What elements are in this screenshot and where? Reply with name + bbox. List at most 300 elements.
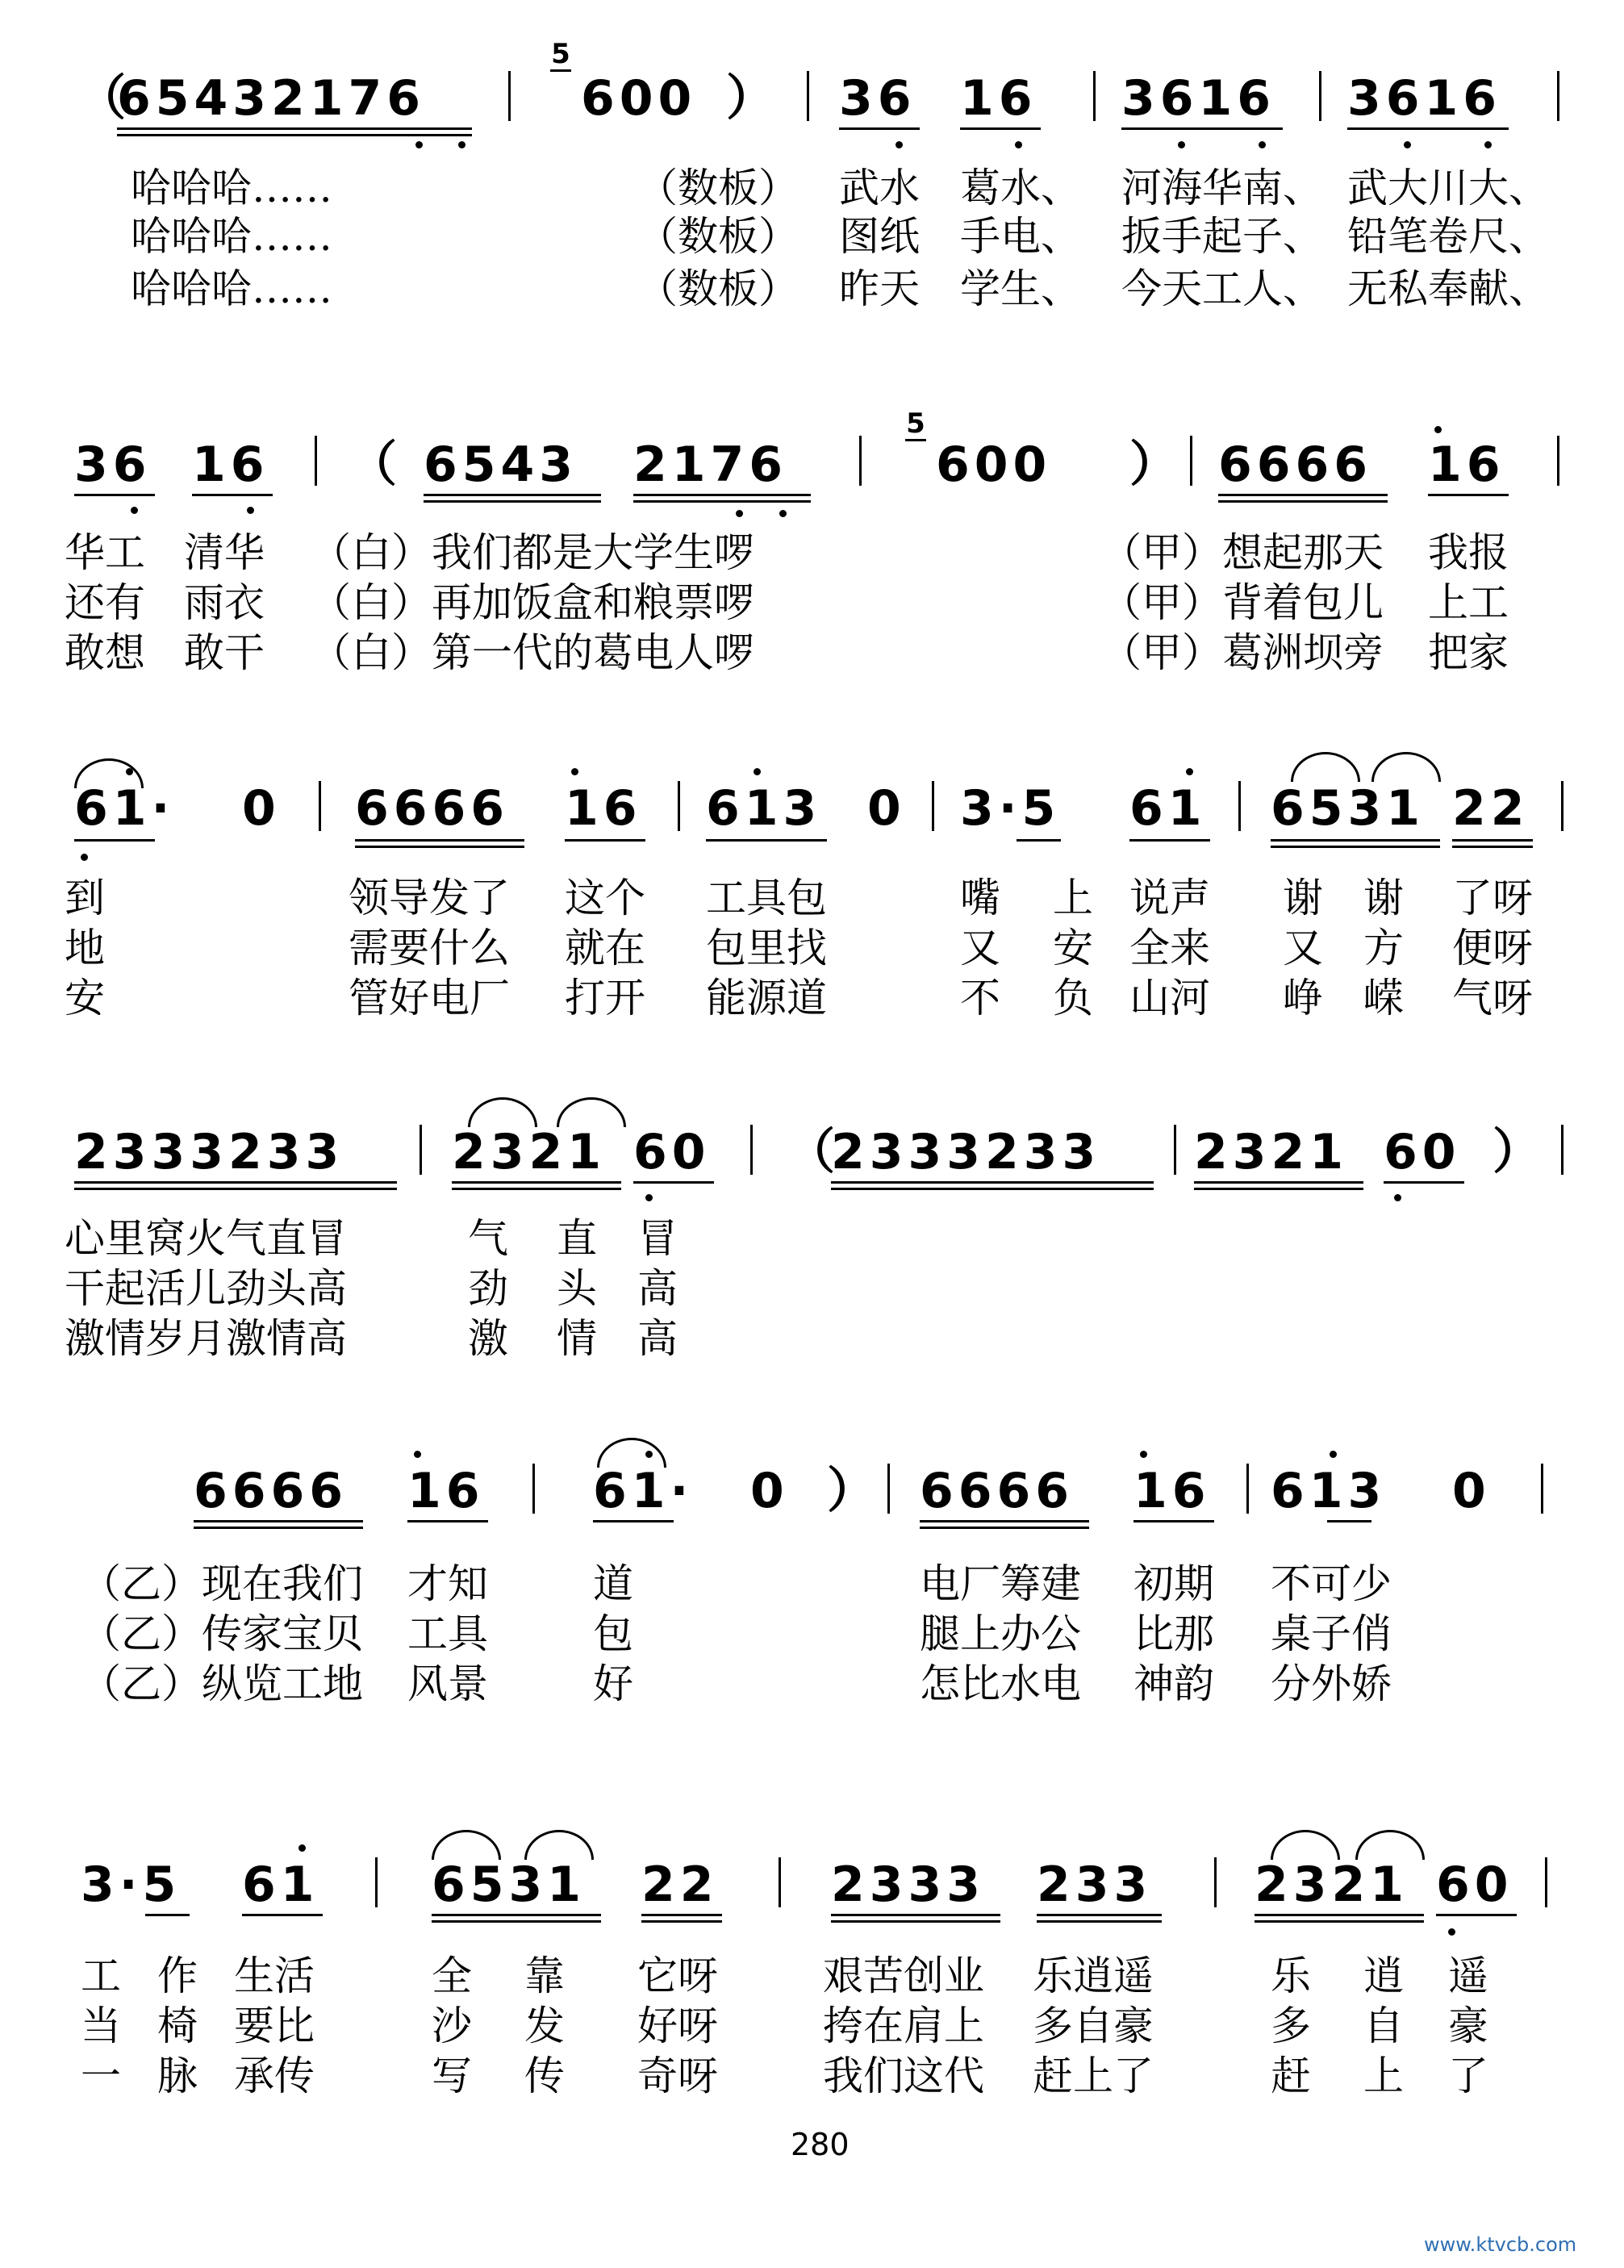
lyric: 它呀	[637, 1953, 718, 1999]
notation-group: 6666	[1218, 436, 1372, 493]
lyric: 武水	[839, 165, 920, 211]
lyric: 一	[81, 2053, 121, 2099]
lyric: 怎比水电	[920, 1660, 1081, 1707]
high-octave-dot	[1186, 768, 1193, 775]
lyric: 方	[1363, 925, 1404, 971]
slur	[1371, 752, 1441, 782]
slur	[1271, 1830, 1340, 1860]
notation-group: 613	[706, 780, 822, 837]
notation-group: 6531	[432, 1857, 586, 1913]
lyric: 多	[1271, 2003, 1311, 2049]
lyric: 我报	[1428, 529, 1509, 576]
notation-group: 0	[867, 780, 906, 837]
notation-group: 3·5	[81, 1857, 182, 1913]
high-octave-dot	[1330, 1451, 1337, 1458]
notation-group: 36	[839, 70, 916, 127]
slur	[1355, 1830, 1425, 1860]
barline	[315, 436, 317, 486]
barline	[1174, 1125, 1176, 1175]
barline	[1557, 71, 1559, 121]
notation-group: 2333233	[74, 1124, 344, 1180]
barline	[1190, 436, 1192, 486]
underline	[633, 500, 811, 503]
lyric: 把家	[1428, 629, 1509, 676]
barline	[1246, 1464, 1249, 1514]
lyric: （白）我们都是大学生啰	[311, 529, 754, 576]
low-octave-dot	[1404, 141, 1411, 148]
underline	[194, 1527, 363, 1529]
notation-group: 16	[565, 780, 642, 837]
notation-group: 2321	[452, 1124, 606, 1180]
barline	[508, 71, 511, 121]
notation-paren-open: （	[349, 436, 402, 493]
lyric: 直	[557, 1215, 597, 1262]
lyric: 上工	[1428, 579, 1509, 626]
lyric: 好呀	[637, 2003, 718, 2049]
lyric: 气	[468, 1215, 508, 1262]
underline	[1271, 846, 1440, 848]
barline	[1319, 71, 1321, 121]
lyric: 电厂筹建	[920, 1560, 1081, 1607]
lyric: （甲）葛洲坝旁	[1101, 629, 1384, 676]
lyric: （白）再加饭盒和粮票啰	[311, 579, 754, 626]
low-octave-dot	[415, 141, 423, 148]
lyric: 冒	[637, 1215, 678, 1262]
underline	[1255, 1920, 1424, 1923]
notation-group: 16	[407, 1463, 485, 1519]
underline	[74, 1181, 397, 1184]
lyric: 全来	[1129, 925, 1210, 971]
lyric: 河海华南、	[1121, 165, 1323, 211]
notation-paren-open: （	[787, 1124, 840, 1180]
underline	[1436, 1914, 1517, 1916]
lyric: 挎在肩上	[823, 2003, 984, 2049]
notation-group: 16	[1133, 1463, 1211, 1519]
lyric: 包	[593, 1610, 633, 1657]
lyric: 又	[960, 925, 1000, 971]
underline	[74, 1188, 397, 1190]
lyric: 神韵	[1133, 1660, 1214, 1707]
notation-group: 65432176	[117, 70, 425, 127]
lyric: 逍	[1363, 1953, 1404, 1999]
low-octave-dot	[81, 854, 88, 861]
lyric: 到	[65, 875, 105, 921]
lyric: 铅笔卷尺、	[1347, 213, 1549, 260]
underline	[1017, 839, 1061, 842]
lyric: 道	[593, 1560, 633, 1607]
lyric: 豪	[1448, 2003, 1488, 2049]
lyric: （乙）传家宝贝	[81, 1610, 363, 1657]
lyric: （数板）	[637, 165, 799, 211]
underline	[117, 134, 472, 136]
barline	[1214, 1857, 1217, 1907]
underline	[424, 494, 601, 496]
underline	[1194, 1188, 1363, 1190]
lyric: 学生、	[960, 265, 1081, 312]
high-octave-dot	[571, 768, 578, 775]
lyric: 哈哈哈……	[131, 165, 332, 211]
notation-group: 61·	[74, 780, 175, 837]
underline	[1121, 127, 1283, 130]
underline	[960, 127, 1041, 130]
underline	[1218, 500, 1388, 503]
lyric: 风景	[407, 1660, 488, 1707]
barline	[807, 71, 809, 121]
lyric: 嘴	[960, 875, 1000, 921]
underline	[194, 1520, 363, 1522]
notation-group: 6666	[194, 1463, 348, 1519]
underline	[242, 1914, 323, 1916]
notation-group: 6543	[424, 436, 578, 493]
barline	[887, 1464, 890, 1514]
notation-group: 600	[936, 436, 1052, 493]
slur	[468, 1097, 537, 1127]
underline	[192, 494, 273, 496]
lyric: 才知	[407, 1560, 488, 1607]
lyric: 便呀	[1452, 925, 1533, 971]
lyric: 多自豪	[1033, 2003, 1154, 2049]
lyric: 不可少	[1271, 1560, 1392, 1607]
slur	[557, 1097, 626, 1127]
lyric: 手电、	[960, 213, 1081, 260]
barline	[532, 1464, 535, 1514]
underline	[74, 839, 155, 842]
low-octave-dot	[458, 141, 465, 148]
underline	[355, 846, 524, 848]
barline	[859, 436, 862, 486]
underline	[1452, 846, 1533, 848]
lyric: （数板）	[637, 213, 799, 260]
lyric: 自	[1363, 2003, 1404, 2049]
underline	[839, 127, 920, 130]
lyric: 赶	[1271, 2053, 1311, 2099]
barline	[1545, 1857, 1547, 1907]
underline	[1255, 1914, 1424, 1916]
notation-group: 16	[1428, 436, 1505, 493]
lyric: 峥	[1283, 975, 1323, 1021]
notation-group: 61	[242, 1857, 319, 1913]
underline	[1218, 494, 1388, 496]
lyric: 哈哈哈……	[131, 213, 332, 260]
notation-group: 6666	[355, 780, 509, 837]
lyric: （甲）背着包儿	[1101, 579, 1384, 626]
notation-group: 16	[192, 436, 269, 493]
underline	[706, 839, 827, 842]
lyric: 赶上了	[1033, 2053, 1154, 2099]
lyric: 还有	[65, 579, 145, 626]
notation-group: 60	[633, 1124, 711, 1180]
lyric: 激情岁月激情高	[65, 1315, 347, 1362]
low-octave-dot	[1448, 1928, 1455, 1936]
lyric: 脉	[157, 2053, 198, 2099]
notation-group: 6531	[1271, 780, 1425, 837]
lyric: 工	[81, 1953, 121, 1999]
low-octave-dot	[131, 507, 138, 514]
underline	[1428, 494, 1509, 496]
underline	[117, 127, 472, 130]
lyric: 承传	[234, 2053, 315, 2099]
lyric: 武大川大、	[1347, 165, 1549, 211]
underline	[593, 1520, 674, 1522]
barline	[319, 781, 321, 831]
notation-group: 0	[242, 780, 281, 837]
lyric: 情	[557, 1315, 597, 1362]
lyric: 安	[1053, 925, 1093, 971]
notation-group: 60	[1384, 1124, 1461, 1180]
lyric: 比那	[1133, 1610, 1214, 1657]
time-signature-top: 5	[551, 38, 570, 70]
lyric: 乐	[1271, 1953, 1311, 1999]
lyric: 工具	[407, 1610, 488, 1657]
high-octave-dot	[414, 1451, 421, 1458]
lyric: 初期	[1133, 1560, 1214, 1607]
notation-group: 233	[1037, 1857, 1153, 1913]
underline	[641, 1920, 722, 1923]
lyric: 需要什么	[349, 925, 510, 971]
lyric: 谢	[1283, 875, 1323, 921]
underline	[831, 1181, 1154, 1184]
underline	[432, 1914, 601, 1916]
lyric: 好	[593, 1660, 633, 1707]
underline	[432, 1920, 601, 1923]
lyric: 传	[524, 2053, 565, 2099]
lyric: 乐逍遥	[1033, 1953, 1154, 1999]
underline	[633, 494, 811, 496]
underline	[1452, 839, 1533, 842]
underline	[1133, 1520, 1214, 1522]
notation-paren-close: ）	[827, 1463, 880, 1519]
lyric: 了	[1448, 2053, 1488, 2099]
lyric: 气呀	[1452, 975, 1533, 1021]
underline	[1327, 1520, 1371, 1522]
lyric: 能源道	[706, 975, 827, 1021]
watermark-url[interactable]: www.ktvcb.com	[1424, 2233, 1577, 2256]
lyric: 山河	[1129, 975, 1210, 1021]
lyric: 写	[432, 2053, 472, 2099]
lyric: 头	[557, 1265, 597, 1312]
lyric: 就在	[565, 925, 645, 971]
underline	[1271, 839, 1440, 842]
lyric: 地	[65, 925, 105, 971]
low-octave-dot	[1484, 141, 1492, 148]
lyric: 负	[1053, 975, 1093, 1021]
lyric: 高	[637, 1315, 678, 1362]
time-signature-top: 5	[906, 407, 925, 440]
lyric: 敢想	[65, 629, 145, 676]
notation-group: 6666	[920, 1463, 1074, 1519]
lyric: 奇呀	[637, 2053, 718, 2099]
time-signature-line	[905, 439, 926, 441]
notation-group: 3·5	[960, 780, 1061, 837]
lyric: 管好电厂	[349, 975, 510, 1021]
barline	[750, 1125, 753, 1175]
underline	[355, 839, 524, 842]
lyric: （乙）现在我们	[81, 1560, 363, 1607]
underline	[633, 1181, 714, 1184]
underline	[1037, 1914, 1162, 1916]
notation-group: 2333233	[831, 1124, 1101, 1180]
lyric: 哈哈哈……	[131, 265, 332, 312]
lyric: 谢	[1363, 875, 1404, 921]
low-octave-dot	[1015, 141, 1022, 148]
notation-group: 600	[581, 70, 697, 127]
notation-group: 60	[1436, 1857, 1513, 1913]
lyric: 干起活儿劲头高	[65, 1265, 347, 1312]
lyric: 敢干	[184, 629, 265, 676]
lyric: （数板）	[637, 265, 799, 312]
lyric: 打开	[565, 975, 645, 1021]
notation-group: 22	[1452, 780, 1530, 837]
time-signature-line	[550, 69, 571, 72]
barline	[1561, 781, 1563, 831]
notation-group: 2321	[1255, 1857, 1409, 1913]
low-octave-dot	[1394, 1194, 1401, 1201]
lyric: 靠	[524, 1953, 565, 1999]
low-octave-dot	[1178, 141, 1185, 148]
lyric: 雨衣	[184, 579, 265, 626]
underline	[1347, 127, 1509, 130]
notation-paren-close: ）	[1129, 436, 1183, 493]
low-octave-dot	[779, 510, 787, 517]
underline	[452, 1181, 621, 1184]
notation-group: 2333	[831, 1857, 985, 1913]
barline	[1557, 436, 1559, 486]
lyric: （乙）纵览工地	[81, 1660, 363, 1707]
underline	[1194, 1181, 1363, 1184]
low-octave-dot	[645, 1194, 653, 1201]
notation-paren-close: ）	[1492, 1124, 1546, 1180]
lyric: 葛水、	[960, 165, 1081, 211]
notation-group: 3616	[1121, 70, 1275, 127]
lyric: 我们这代	[823, 2053, 984, 2099]
notation-group: 22	[641, 1857, 719, 1913]
notation-group: 16	[960, 70, 1037, 127]
low-octave-dot	[1259, 141, 1266, 148]
lyric: 艰苦创业	[823, 1953, 984, 1999]
notation-group: 2176	[633, 436, 787, 493]
underline	[407, 1520, 488, 1522]
notation-group: 36	[74, 436, 152, 493]
lyric: 工具包	[706, 875, 827, 921]
lyric: 嵘	[1363, 975, 1404, 1021]
low-octave-dot	[247, 507, 254, 514]
lyric: 上	[1053, 875, 1093, 921]
lyric: 图纸	[839, 213, 920, 260]
barline	[375, 1857, 378, 1907]
lyric: 清华	[184, 529, 265, 576]
lyric: 遥	[1448, 1953, 1488, 1999]
underline	[831, 1920, 1000, 1923]
lyric: 椅	[157, 2003, 198, 2049]
lyric: 腿上办公	[920, 1610, 1081, 1657]
underline	[920, 1520, 1089, 1522]
lyric: 沙	[432, 2003, 472, 2049]
lyric: 了呀	[1452, 875, 1533, 921]
lyric: 华工	[65, 529, 145, 576]
lyric: 不	[960, 975, 1000, 1021]
barline	[1093, 71, 1096, 121]
underline	[565, 839, 645, 842]
underline	[1129, 839, 1210, 842]
slur	[524, 1830, 594, 1860]
lyric: 无私奉献、	[1347, 265, 1549, 312]
barline	[932, 781, 934, 831]
high-octave-dot	[1140, 1451, 1147, 1458]
lyric: 安	[65, 975, 105, 1021]
notation-group: 2321	[1194, 1124, 1348, 1180]
lyric: 桌子俏	[1271, 1610, 1392, 1657]
barline	[779, 1857, 781, 1907]
underline	[1384, 1181, 1464, 1184]
lyric: 劲	[468, 1265, 508, 1312]
lyric: 说声	[1129, 875, 1210, 921]
lyric: 高	[637, 1265, 678, 1312]
underline	[920, 1527, 1089, 1529]
lyric: 扳手起子、	[1121, 213, 1323, 260]
barline	[678, 781, 680, 831]
lyric: 心里窝火气直冒	[65, 1215, 347, 1262]
high-octave-dot	[645, 1451, 653, 1458]
notation-group: 61·	[593, 1463, 694, 1519]
lyric: 上	[1363, 2053, 1404, 2099]
lyric: 又	[1283, 925, 1323, 971]
high-octave-dot	[298, 1844, 306, 1852]
underline	[831, 1914, 1000, 1916]
page-number: 280	[791, 2127, 850, 2162]
notation-group: 613	[1271, 1463, 1387, 1519]
lyric: 要比	[234, 2003, 315, 2049]
barline	[1238, 781, 1241, 831]
lyric: 生活	[234, 1953, 315, 1999]
underline	[74, 494, 155, 496]
high-octave-dot	[126, 768, 133, 775]
underline	[424, 500, 601, 503]
underline	[1037, 1920, 1162, 1923]
notation-group: 61	[1129, 780, 1207, 837]
notation-paren-open: （	[77, 70, 131, 127]
lyric: 分外娇	[1271, 1660, 1392, 1707]
notation-paren-close: ）	[726, 70, 779, 127]
slur	[432, 1830, 501, 1860]
notation-group: 0	[1452, 1463, 1491, 1519]
lyric: 全	[432, 1953, 472, 1999]
barline	[1541, 1464, 1543, 1514]
lyric: 领导发了	[349, 875, 510, 921]
notation-group: 0	[750, 1463, 789, 1519]
lyric: 这个	[565, 875, 645, 921]
lyric: 激	[468, 1315, 508, 1362]
low-octave-dot	[736, 510, 743, 517]
slur	[1291, 752, 1360, 782]
lyric: 作	[157, 1953, 198, 1999]
barline	[420, 1125, 422, 1175]
lyric: 包里找	[706, 925, 827, 971]
lyric: 昨天	[839, 265, 920, 312]
underline	[831, 1188, 1154, 1190]
lyric: （白）第一代的葛电人啰	[311, 629, 754, 676]
lyric: 当	[81, 2003, 121, 2049]
barline	[1561, 1125, 1563, 1175]
underline	[641, 1914, 722, 1916]
lyric: 今天工人、	[1121, 265, 1323, 312]
high-octave-dot	[754, 768, 761, 775]
high-octave-dot	[1434, 426, 1442, 433]
notation-group: 3616	[1347, 70, 1501, 127]
underline	[145, 1914, 190, 1916]
lyric: 发	[524, 2003, 565, 2049]
low-octave-dot	[895, 141, 903, 148]
underline	[452, 1188, 621, 1190]
